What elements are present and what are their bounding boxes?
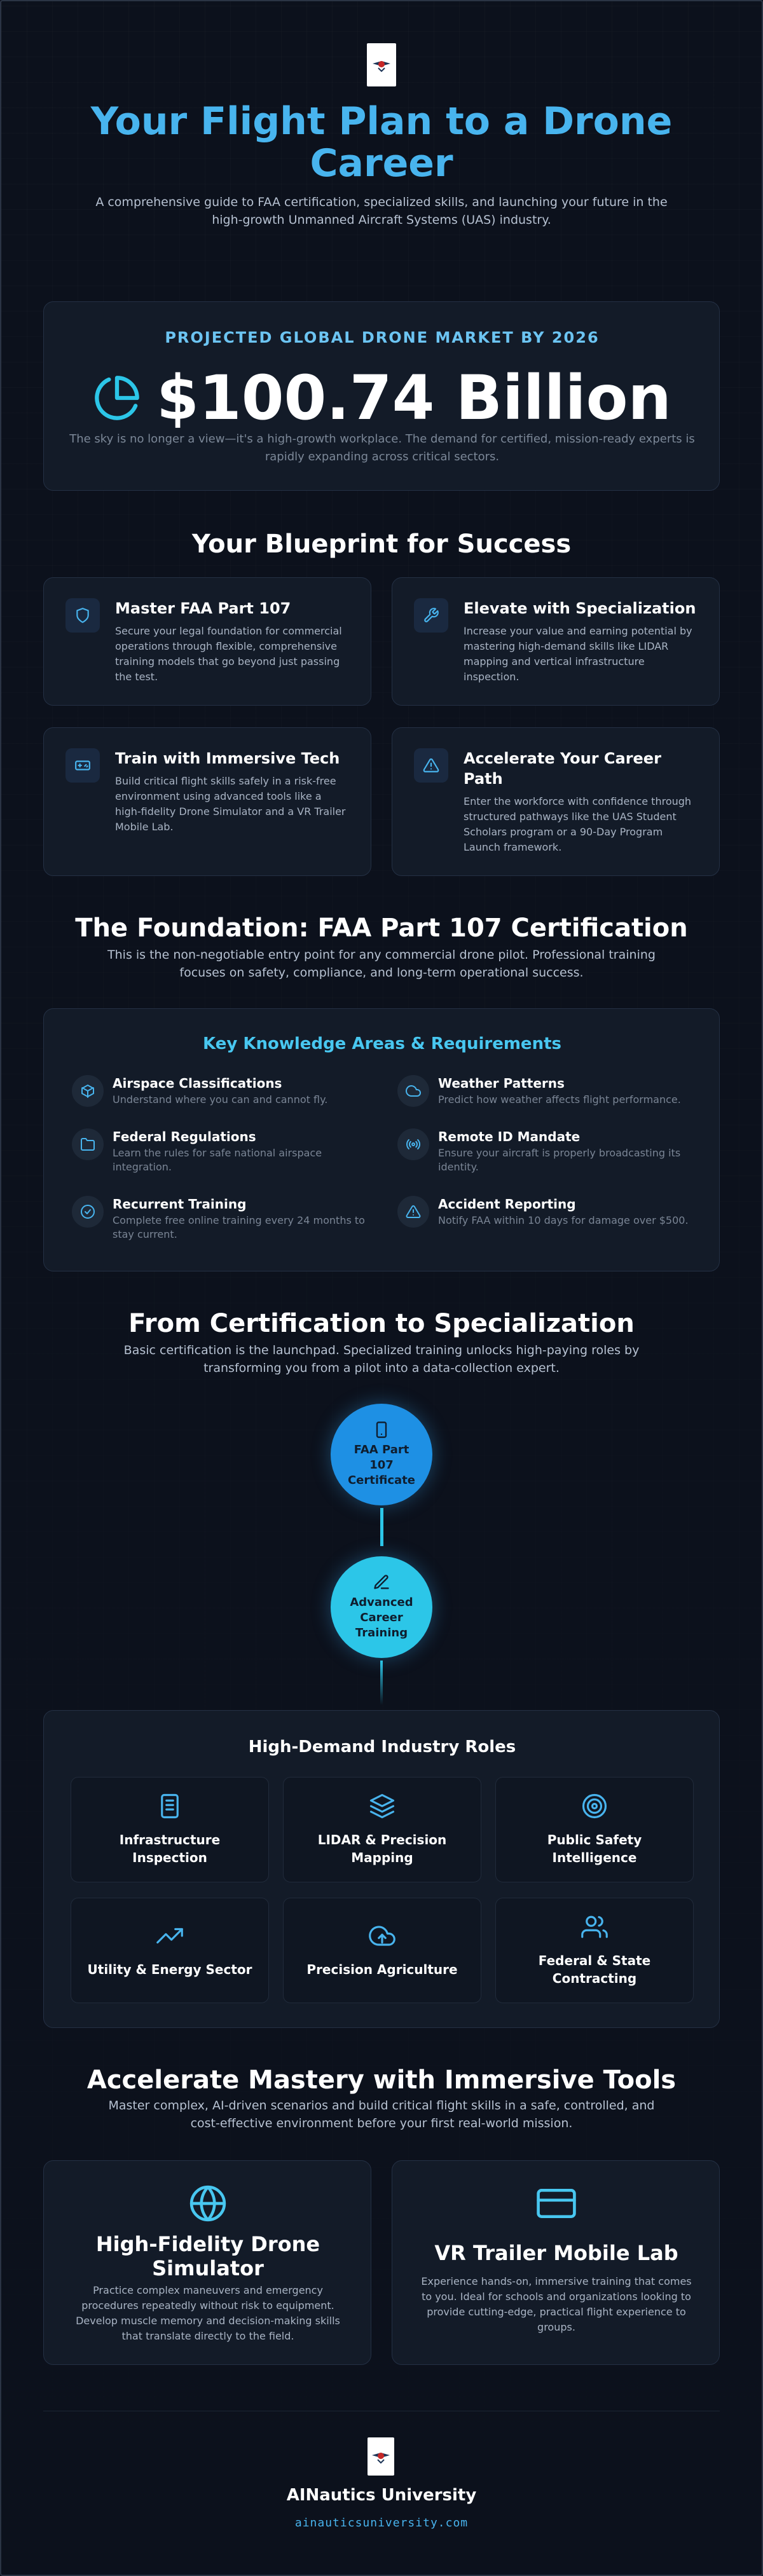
step-connector [380,1508,383,1546]
checklist-icon [156,1793,183,1819]
role-label: Federal & State Contracting [538,1953,651,1986]
blueprint-card [392,727,720,876]
blueprint-title: Your Blueprint for Success [191,530,572,559]
step-certificate [331,1404,432,1505]
knowledge-card-title: Key Knowledge Areas & Requirements [203,1034,561,1053]
shield-icon [65,598,100,633]
market-value: $100.74 Billion [156,362,671,434]
tool-card [392,2160,720,2365]
knowledge-area-title: Federal Regulations [113,1129,256,1144]
role-label: Infrastructure Inspection [119,1832,221,1865]
role-label: Precision Agriculture [306,1962,458,1977]
tools-title: Accelerate Mastery with Immersive Tools [86,2066,677,2095]
blueprint-card-title: Train with Immersive Tech [115,750,340,767]
knowledge-area-desc: Notify FAA within 10 days for damage over $500. [438,1214,689,1226]
tool-body: Experience hands-on, immersive training that comes to you. Ideal for schools and organizations looking to provide cutting-edge, practical flight experience to groups. [421,2275,692,2333]
specialization-title: From Certification to Specialization [128,1309,635,1338]
cloud-icon [397,1075,429,1107]
tool-card [43,2160,371,2365]
tool-title: VR Trailer Mobile Lab [434,2241,678,2265]
knowledge-area-title: Remote ID Mandate [438,1129,581,1144]
role-card [495,1777,694,1882]
role-card [71,1898,269,2003]
roles-title: High-Demand Industry Roles [248,1737,516,1757]
knowledge-area-title: Accident Reporting [438,1196,576,1212]
knowledge-area-desc: Understand where you can and cannot fly. [113,1093,328,1106]
knowledge-area-title: Weather Patterns [438,1076,565,1091]
blueprint-card-body: Increase your value and earning potential by mastering high-demand skills like LIDAR mapping and vertical infrastructure inspection. [464,625,692,683]
role-label: Utility & Energy Sector [87,1962,252,1977]
cloud-upload-icon [369,1922,395,1949]
role-label: LIDAR & Precision Mapping [317,1832,447,1865]
footer-logo [368,2437,394,2476]
page-subtitle: A comprehensive guide to FAA certification, specialized skills, and launching your future in the high-growth Unmanned Aircraft Systems (UAS) industry. [95,195,668,227]
tool-title: High-Fidelity Drone Simulator [95,2232,320,2280]
knowledge-area-desc: Predict how weather affects flight performance. [438,1093,681,1106]
logo-emblem-icon [371,54,392,76]
step-advanced [331,1556,432,1658]
role-card [283,1777,481,1882]
role-card [495,1898,694,2003]
tool-body: Practice complex maneuvers and emergency procedures repeatedly without risk to equipment. Develop muscle memory and decision-making skills that translate directly to the field. [76,2284,340,2342]
blueprint-card [43,577,371,706]
roles-card [43,1710,720,2028]
blueprint-card-body: Secure your legal foundation for commercial operations through flexible, comprehensive training models that go beyond just passing the test. [115,625,342,683]
credit-card-icon [392,2184,720,2226]
market-description: The sky is no longer a view—it's a high-growth workplace. The demand for certified, mission-ready experts is rapidly expanding across critical sectors. [69,432,695,463]
pencil-icon [373,1573,390,1591]
specialization-subtitle: Basic certification is the launchpad. Specialized training unlocks high-paying roles by transforming you from a pilot into a data-collection expert. [123,1343,640,1375]
footer-url-link[interactable]: ainauticsuniversity.com [294,2516,469,2530]
blueprint-card-body: Build critical flight skills safely in a risk-free environment using advanced tools like a high-fidelity Drone Simulator and a VR Trailer Mobile Lab. [115,775,346,833]
blueprint-card-title: Accelerate Your Career Path [464,750,661,788]
blueprint-card [392,577,720,706]
knowledge-area-title: Airspace Classifications [113,1076,282,1091]
globe-icon [44,2184,372,2226]
logo-emblem-icon [370,2446,392,2467]
blueprint-card-title: Master FAA Part 107 [115,599,291,617]
wrench-icon [414,598,448,633]
warning-icon [397,1196,429,1228]
step-connector-fade [380,1661,383,1705]
blueprint-card [43,727,371,876]
knowledge-area-desc: Complete free online training every 24 months to stay current. [113,1214,365,1240]
broadcast-icon [397,1128,429,1160]
tools-subtitle: Master complex, AI-driven scenarios and build critical flight skills in a safe, controlled, and cost-effective environment before your first real-world mission. [108,2099,655,2130]
trending-up-icon [156,1922,183,1949]
folder-icon [72,1128,104,1160]
knowledge-area-title: Recurrent Training [113,1196,247,1212]
gamepad-icon [65,748,100,783]
logo [367,43,396,86]
footer-name: AINautics University [286,2486,477,2505]
role-card [283,1898,481,2003]
blueprint-card-body: Enter the workforce with confidence through structured pathways like the UAS Student Scholars program or a 90-Day Program Launch framework. [464,795,692,853]
market-value-row [92,363,672,433]
role-card [71,1777,269,1882]
market-card [43,301,720,491]
phone-icon [373,1421,390,1439]
check-circle-icon [72,1196,104,1228]
step-advanced-label: Advanced Career Training [350,1596,413,1640]
target-icon [581,1793,608,1819]
foundation-subtitle: This is the non-negotiable entry point for any commercial drone pilot. Professional training focuses on safety, compliance, and long-term operational success. [107,948,656,980]
layers-icon [369,1793,395,1819]
market-kicker: PROJECTED GLOBAL DRONE MARKET BY 2026 [165,329,600,346]
users-icon [581,1914,608,1940]
knowledge-card [43,1008,720,1271]
warning-icon [414,748,448,783]
pie-chart-icon [93,374,141,422]
role-label: Public Safety Intelligence [547,1832,642,1865]
page-title: Your Flight Plan to a Drone Career [90,99,673,186]
foundation-title: The Foundation: FAA Part 107 Certification [75,914,688,943]
cube-icon [72,1075,104,1107]
step-certificate-label: FAA Part 107 Certificate [347,1443,416,1487]
knowledge-area-desc: Learn the rules for safe national airspace integration. [113,1147,322,1173]
blueprint-card-title: Elevate with Specialization [464,599,696,617]
knowledge-area-desc: Ensure your aircraft is properly broadcasting its identity. [438,1147,681,1173]
